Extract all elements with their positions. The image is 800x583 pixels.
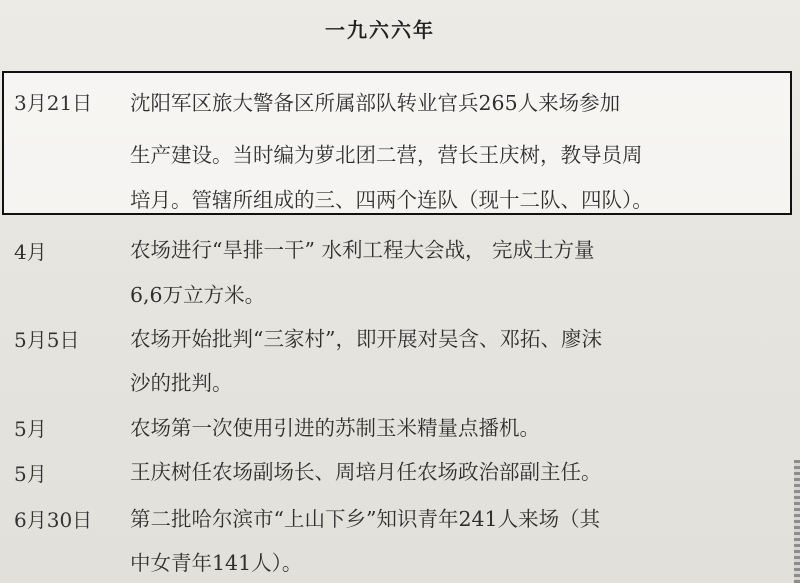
entry-date: 5月 — [14, 417, 47, 441]
entry-date: 5月5日 — [14, 328, 80, 352]
entry-text-line: 王庆树任农场副场长、周培月任农场政治部副主任。 — [130, 460, 602, 484]
page-edge — [794, 460, 800, 583]
entry-text-line: 农场第一次使用引进的苏制玉米精量点播机。 — [130, 416, 540, 440]
entry-text-line: 农场开始批判“三家村”，即开展对吴含、邓拓、廖沫 — [130, 327, 602, 351]
entry-text-line: 农场进行“旱排一干” 水利工程大会战， 完成土方量 — [130, 238, 595, 262]
entry-text-line: 培月。管辖所组成的三、四两个连队（现十二队、四队）。 — [130, 188, 653, 212]
entry-date: 4月 — [14, 240, 47, 264]
entry-text-line: 沈阳军区旅大警备区所属部队转业官兵265人来场参加 — [130, 91, 621, 115]
entry-text-line: 第二批哈尔滨市“上山下乡”知识青年241人来场（其 — [130, 507, 601, 531]
entry-text-line: 中女青年141人）。 — [130, 551, 303, 575]
entry-text-line: 6,6万立方米。 — [130, 283, 266, 307]
entry-date: 6月30日 — [14, 508, 93, 532]
entry-text-line: 生产建设。当时编为萝北团二营，营长王庆树，教导员周 — [130, 143, 643, 167]
entry-text-line: 沙的批判。 — [130, 371, 233, 395]
entry-date: 3月21日 — [14, 91, 93, 115]
year-heading: 一九六六年 — [325, 18, 435, 42]
entry-date: 5月 — [14, 462, 47, 486]
